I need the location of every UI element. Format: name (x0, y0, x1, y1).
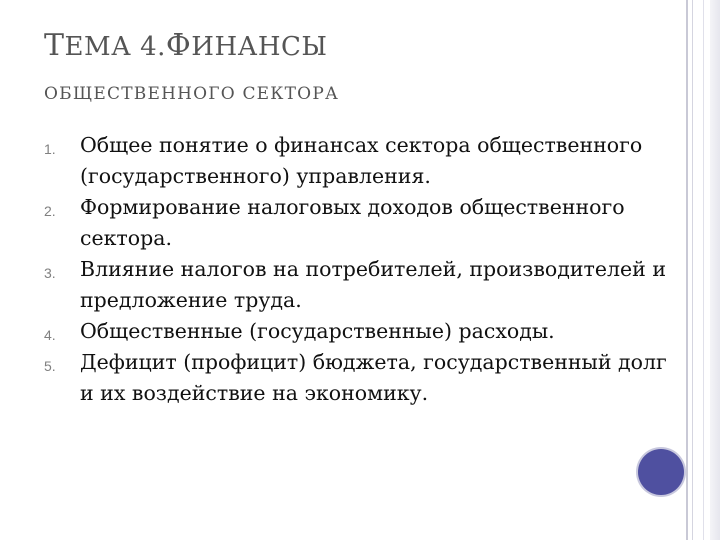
title-line-2: ОБЩЕСТВЕННОГО СЕКТОРА (44, 84, 340, 104)
border-line (703, 0, 704, 540)
item-text: Влияние налогов на потребителей, производителей и предложение труда. (80, 257, 666, 312)
topic-list (44, 130, 674, 409)
list-item (44, 254, 674, 316)
item-text: Формирование налоговых доходов общественного сектора. (80, 195, 625, 250)
border-line (692, 0, 693, 540)
decorative-circle-icon (638, 449, 684, 495)
item-number: 2. (44, 203, 56, 219)
item-number: 3. (44, 265, 56, 281)
list-item (44, 347, 674, 409)
title-part: ИНАНСЫ (191, 32, 328, 62)
list-item (44, 192, 674, 254)
slide-title (44, 24, 604, 113)
item-text: Общественные (государственные) расходы. (80, 319, 555, 343)
list-item (44, 316, 674, 347)
list-item (44, 130, 674, 192)
title-initial: Ф (165, 28, 192, 63)
title-line-1 (44, 24, 604, 69)
item-text: Дефицит (профицит) бюджета, государственный долг и их воздействие на экономику. (80, 350, 667, 405)
title-initial: Т (44, 28, 65, 63)
item-number: 5. (44, 358, 56, 374)
item-text: Общее понятие о финансах сектора общественного (государственного) управления. (80, 133, 643, 188)
title-part: ЕМА 4. (64, 32, 166, 62)
border-line (686, 0, 688, 540)
item-number: 1. (44, 141, 56, 157)
item-number: 4. (44, 327, 56, 343)
edge-shadow (710, 0, 720, 540)
